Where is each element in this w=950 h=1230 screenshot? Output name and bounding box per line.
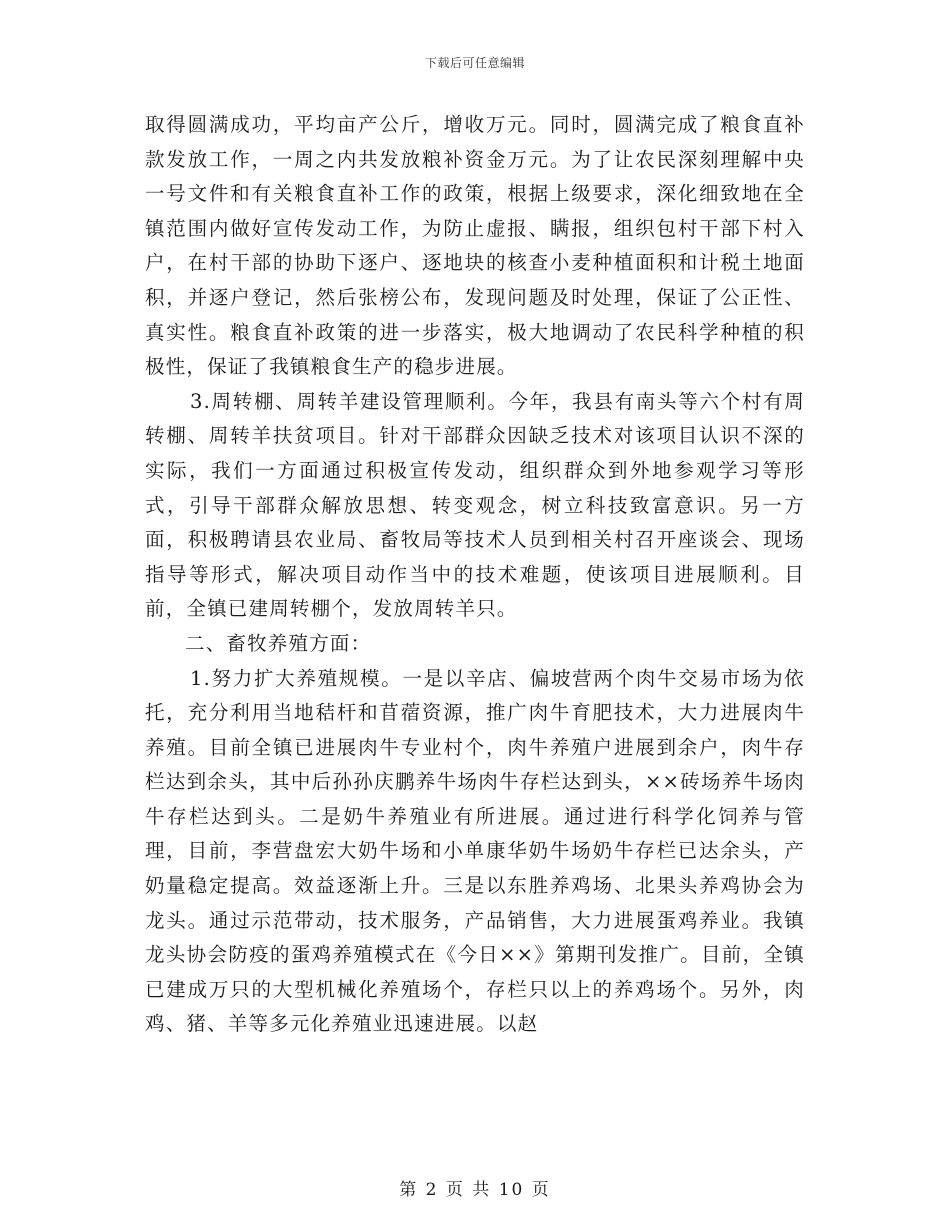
- document-body: [145, 108, 805, 1042]
- paragraph-turnover-shed: 3.周转棚、周转羊建设管理顺利。今年，我县有南头等六个村有周转棚、周转羊扶贫项目。针对干部群众因缺乏技术对该项目认识不深的实际，我们一方面通过积极宣传发动，组织群众到外地参观学习等形式，引导干部群众解放思想、转变观念，树立科技致富意识。另一方面，积极聘请县农业局、畜牧局等技术人员到相关村召开座谈会、现场指导等形式，解决项目动作当中的技术难题，使该项目进展顺利。目前，全镇已建周转棚个，发放周转羊只。: [145, 389, 805, 621]
- page-header: 下载后可任意编辑: [424, 56, 525, 70]
- paragraph-breeding-scale: 1.努力扩大养殖规模。一是以辛店、偏坡营两个肉牛交易市场为依托，充分利用当地秸杆和苜蓿资源，推广肉牛育肥技术，大力进展肉牛养殖。目前全镇已进展肉牛专业村个，肉牛养殖户进展到余户，肉牛存栏达到余头，其中后孙孙庆鹏养牛场肉牛存栏达到头，××砖场养牛场肉牛存栏达到头。二是奶牛养殖业有所进展。通过进行科学化饲养与管理，目前，李营盘宏大奶牛场和小单康华奶牛场奶牛存栏已达余头，产奶量稳定提高。效益逐渐上升。三是以东胜养鸡场、北果头养鸡协会为龙头。通过示范带动，技术服务，产品销售，大力进展蛋鸡养业。我镇龙头协会防疫的蛋鸡养殖模式在《今日××》第期刊发推广。目前，全镇已建成万只的大型机械化养殖场个，存栏只以上的养鸡场个。另外，肉鸡、猪、羊等多元化养殖业迅速进展。以赵: [145, 666, 805, 1036]
- page-number-footer: 第 2 页 共 10 页: [399, 1180, 551, 1200]
- section-heading-livestock: 二、畜牧养殖方面：: [185, 631, 372, 655]
- paragraph-grain-subsidy: 取得圆满成功，平均亩产公斤，增收万元。同时，圆满完成了粮食直补款发放工作，一周之内共发放粮补资金万元。为了让农民深刻理解中央一号文件和有关粮食直补工作的政策，根据上级要求，深化细致地在全镇范围内做好宣传发动工作，为防止虚报、瞒报，组织包村干部下村入户，在村干部的协助下逐户、逐地块的核查小麦种植面积和计税土地面积，并逐户登记，然后张榜公布，发现问题及时处理，保证了公正性、真实性。粮食直补政策的进一步落实，极大地调动了农民科学种植的积极性，保证了我镇粮食生产的稳步进展。: [145, 113, 805, 379]
